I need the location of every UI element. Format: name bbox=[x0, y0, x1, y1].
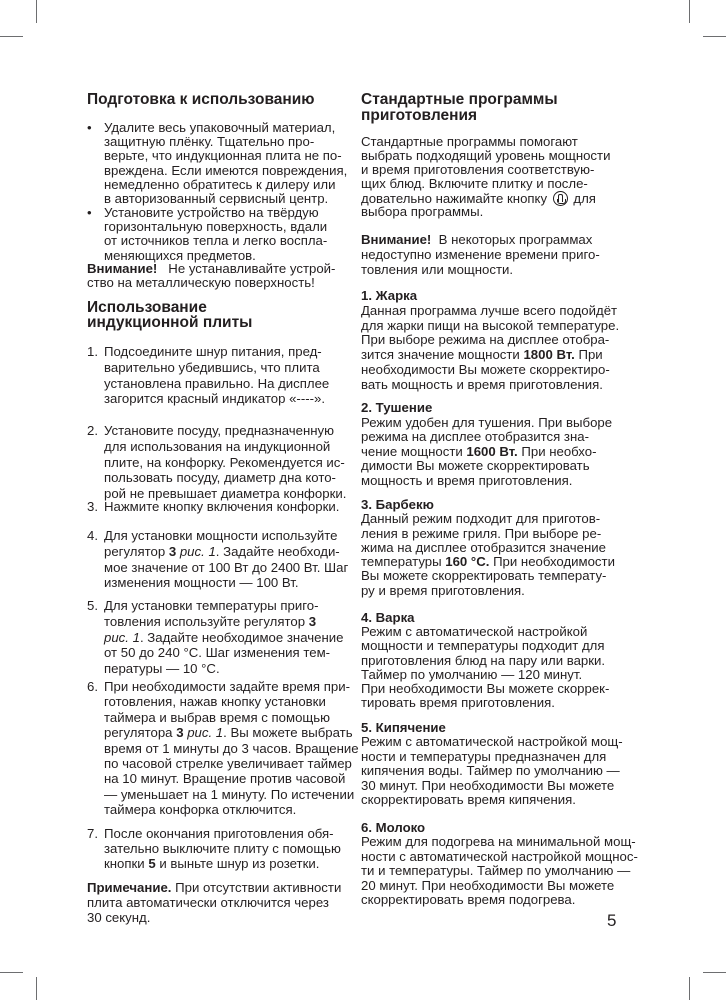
text-line: Подготовка к использованию bbox=[87, 91, 315, 108]
text-line bbox=[104, 725, 359, 740]
section-heading-programs bbox=[361, 92, 558, 124]
text-line: Стандартные программы помогают bbox=[361, 134, 578, 149]
list-marker: • bbox=[87, 120, 92, 135]
text-line: приготовления блюд на пару или варки. bbox=[361, 652, 606, 668]
text-line: Данная программа лучше всего подойдёт bbox=[361, 302, 618, 318]
bold-text: 3 bbox=[176, 725, 184, 741]
text-line: вреждена. Если имеются повреждения, bbox=[104, 162, 348, 178]
text-line: кипячения воды. Таймер по умолчанию — bbox=[361, 763, 620, 779]
crop-mark bbox=[0, 972, 23, 973]
section-heading-usage bbox=[87, 300, 252, 330]
crop-mark bbox=[703, 972, 726, 973]
numbered-step bbox=[87, 499, 340, 515]
text-line: 30 минут. При необходимости Вы можете bbox=[361, 777, 615, 793]
text-span: довательно нажимайте кнопку bbox=[361, 191, 551, 206]
italic-text: рис. 1 bbox=[176, 543, 216, 559]
bold-text: 1600 Вт. bbox=[466, 443, 518, 459]
text-line: 20 минут. При необходимости Вы можете bbox=[361, 877, 615, 893]
bold-text: 5. Кипячение bbox=[361, 720, 446, 735]
text-span: Не устанавливайте устрой- bbox=[157, 261, 336, 276]
text-line: скорректировать время кипячения. bbox=[361, 791, 576, 807]
list-marker: 2. bbox=[87, 423, 98, 438]
bold-text: 6. Молоко bbox=[361, 820, 426, 835]
text-line: Для установки мощности используйте bbox=[104, 528, 338, 543]
crop-mark bbox=[36, 0, 37, 23]
text-span: зится значение мощности bbox=[361, 347, 524, 363]
text-line: товления или мощности. bbox=[361, 262, 514, 277]
text-span: и выньте шнур из розетки. bbox=[155, 856, 320, 872]
numbered-step bbox=[87, 679, 359, 818]
text-line: приготовления bbox=[361, 107, 478, 124]
text-line bbox=[361, 348, 619, 363]
italic-text: рис. 1 bbox=[183, 725, 224, 741]
program-boiling bbox=[361, 611, 609, 710]
crop-mark bbox=[703, 36, 726, 37]
text-line bbox=[361, 289, 619, 304]
bold-text: 160 °С. bbox=[445, 554, 490, 570]
text-line: ти и температуры. Таймер по умолчанию — bbox=[361, 863, 631, 879]
list-marker: 6. bbox=[87, 679, 98, 694]
text-line bbox=[361, 555, 615, 569]
text-line: от источников тепла и легко воспла- bbox=[104, 233, 328, 249]
text-line: готовления, нажав кнопку установки bbox=[104, 694, 326, 710]
text-line: верьте, что индукционная плита не по- bbox=[104, 148, 342, 164]
italic-text: рис. 1 bbox=[104, 629, 140, 645]
text-line: время от 1 минуты до 3 часов. Вращение bbox=[104, 740, 359, 756]
text-line: загорится красный индикатор «----». bbox=[104, 391, 325, 407]
program-barbecue bbox=[361, 498, 615, 598]
text-line: выбрать подходящий уровень мощности bbox=[361, 148, 611, 163]
text-line: ления в режиме гриля. При выборе ре- bbox=[361, 525, 602, 541]
list-marker: • bbox=[87, 205, 92, 220]
text-line: для жарки пищи на высокой температуре. bbox=[361, 317, 620, 333]
text-line: димости Вы можете скорректировать bbox=[361, 458, 590, 473]
text-line: Режим с автоматической настройкой bbox=[361, 624, 588, 640]
text-line: для использования на индукционной bbox=[104, 438, 331, 454]
intro-paragraph bbox=[361, 135, 610, 219]
text-span: При необхо- bbox=[517, 443, 597, 459]
text-line: таймера и выбрав время с помощью bbox=[104, 709, 331, 725]
numbered-step bbox=[87, 598, 344, 677]
text-span: В некоторых программах bbox=[431, 232, 593, 247]
bold-text: Примечание. bbox=[87, 880, 172, 895]
text-line bbox=[361, 611, 609, 625]
text-span: При необходимости bbox=[489, 554, 615, 570]
page-number: 5 bbox=[607, 911, 617, 930]
numbered-step bbox=[87, 344, 330, 407]
text-span: . Вы можете выбрать bbox=[223, 725, 353, 741]
bold-text: Внимание! bbox=[87, 261, 158, 276]
crop-mark bbox=[689, 977, 690, 1000]
text-line: меняющихся предметов. bbox=[104, 247, 256, 263]
text-line bbox=[361, 232, 600, 247]
text-line: Стандартные программы bbox=[361, 91, 558, 108]
text-line: ру и время приготовления. bbox=[361, 582, 525, 598]
crop-mark bbox=[36, 977, 37, 1000]
text-line: вать мощность и время приготовления. bbox=[361, 376, 603, 392]
text-line: Использование bbox=[87, 299, 207, 316]
numbered-step bbox=[87, 826, 341, 872]
text-line: необходимости Вы можете скорректиро- bbox=[361, 361, 610, 377]
text-line: При выборе режима на дисплее отобра- bbox=[361, 332, 610, 348]
text-line: Вы можете скорректировать температу- bbox=[361, 568, 607, 584]
text-line: Таймер по умолчанию — 120 минут. bbox=[361, 666, 583, 682]
text-span: товления используйте регулятор bbox=[104, 613, 309, 629]
bold-text: 3 bbox=[308, 613, 317, 629]
text-line: ности и температуры предназначен для bbox=[361, 748, 607, 764]
text-span: При отсутствии активности bbox=[171, 880, 342, 895]
bold-text: 1. Жарка bbox=[361, 288, 418, 303]
text-line: плите, на конфорку. Рекомендуется ис- bbox=[104, 454, 345, 470]
warning-paragraph bbox=[87, 262, 335, 290]
bullet-item bbox=[87, 205, 328, 263]
text-line: изменения мощности — 100 Вт. bbox=[104, 575, 299, 591]
text-line: мощности и температуры подходит для bbox=[361, 638, 605, 654]
bold-text: Внимание! bbox=[361, 232, 432, 247]
text-span: температуры bbox=[361, 554, 446, 570]
text-line: таймера конфорка отключится. bbox=[104, 802, 297, 818]
text-line: мое значение от 100 Вт до 2400 Вт. Шаг bbox=[104, 559, 349, 575]
text-line: в авторизованный сервисный центр. bbox=[104, 190, 329, 206]
numbered-step bbox=[87, 528, 349, 591]
text-line: Режим удобен для тушения. При выборе bbox=[361, 414, 613, 430]
bold-text: 3 bbox=[168, 543, 177, 559]
text-line: индукционной плиты bbox=[87, 314, 253, 331]
text-line: на 10 минут. Вращение против часовой bbox=[104, 771, 346, 787]
text-line: установлена правильно. На дисплее bbox=[104, 375, 330, 391]
text-line: скорректировать время подогрева. bbox=[361, 891, 576, 907]
text-line bbox=[104, 856, 341, 871]
text-line: пературы — 10 °С. bbox=[104, 661, 220, 677]
text-line bbox=[87, 262, 335, 276]
section-heading-preparation bbox=[87, 92, 315, 108]
crop-mark bbox=[689, 0, 690, 23]
text-line: 30 секунд. bbox=[87, 910, 151, 926]
text-line: После окончания приготовления обя- bbox=[104, 826, 334, 841]
list-marker: 3. bbox=[87, 499, 98, 514]
text-line: жима на дисплее отобразится значение bbox=[361, 539, 606, 555]
text-line: Режим для подогрева на минимальной мощ- bbox=[361, 834, 636, 850]
text-line: от 50 до 240 °С. Шаг изменения тем- bbox=[104, 645, 331, 661]
text-line: Установите устройство на твёрдую bbox=[104, 205, 319, 220]
warning-paragraph bbox=[361, 232, 600, 277]
text-line: Нажмите кнопку включения конфорки. bbox=[104, 499, 340, 514]
text-line: по часовой стрелке увеличивает таймер bbox=[104, 755, 352, 771]
text-line: Для установки температуры приго- bbox=[104, 598, 319, 613]
text-line bbox=[361, 191, 610, 205]
text-line: выбора программы. bbox=[361, 204, 484, 219]
text-line: Установите посуду, предназначенную bbox=[104, 423, 335, 438]
text-line: плита автоматически отключится через bbox=[87, 895, 329, 911]
text-line: недоступно изменение времени приго- bbox=[361, 247, 600, 262]
bold-text: 4. Варка bbox=[361, 610, 415, 625]
text-span: кнопки bbox=[104, 856, 149, 872]
hand-button-icon bbox=[553, 191, 568, 206]
text-span: . Задайте необходимое значение bbox=[139, 629, 344, 645]
list-marker: 1. bbox=[87, 344, 98, 359]
text-line: ности с автоматической настройкой мощнос- bbox=[361, 848, 638, 864]
text-line bbox=[361, 401, 612, 416]
text-span: регулятора bbox=[104, 725, 177, 741]
text-line: ство на металлическую поверхность! bbox=[87, 275, 315, 291]
text-line bbox=[361, 498, 615, 512]
text-line bbox=[104, 544, 348, 560]
bold-text: 2. Тушение bbox=[361, 400, 433, 415]
text-span: При bbox=[574, 347, 603, 363]
text-line: режима на дисплее отобразится зна- bbox=[361, 429, 589, 444]
text-line: варительно убедившись, что плита bbox=[104, 359, 320, 375]
text-line bbox=[361, 721, 623, 735]
text-line bbox=[87, 880, 341, 895]
text-line: зательно выключите плиту с помощью bbox=[104, 841, 341, 857]
text-line: немедленно обратитесь к дилеру или bbox=[104, 176, 336, 192]
numbered-step bbox=[87, 423, 347, 502]
program-frying bbox=[361, 289, 619, 393]
text-span: . Задайте необходи- bbox=[215, 543, 340, 559]
list-marker: 5. bbox=[87, 598, 98, 613]
text-line bbox=[361, 821, 638, 835]
bold-text: 3. Барбекю bbox=[361, 497, 434, 512]
text-line: — уменьшает на 1 минуту. По истечении bbox=[104, 786, 355, 802]
bold-text: 5 bbox=[148, 856, 156, 872]
note-paragraph bbox=[87, 880, 341, 926]
text-line: Подсоедините шнур питания, пред- bbox=[104, 344, 322, 359]
list-marker: 7. bbox=[87, 826, 98, 841]
list-marker: 4. bbox=[87, 528, 98, 543]
crop-mark bbox=[0, 36, 23, 37]
text-line: Удалите весь упаковочный материал, bbox=[104, 120, 336, 135]
text-line: При необходимости задайте время при- bbox=[104, 679, 350, 694]
text-span: для bbox=[569, 191, 596, 206]
text-span: регулятор bbox=[104, 543, 169, 559]
program-water-boil bbox=[361, 721, 623, 807]
program-stewing bbox=[361, 401, 612, 488]
text-line: пользовать посуду, диаметр дна кото- bbox=[104, 470, 336, 486]
text-line: мощность и время приготовления. bbox=[361, 472, 573, 488]
bold-text: 1800 Вт. bbox=[523, 347, 575, 363]
text-line: горизонтальную поверхность, вдали bbox=[104, 219, 328, 235]
text-line bbox=[104, 614, 343, 630]
text-line: и время приготовления соответствую- bbox=[361, 162, 595, 177]
text-line: щих блюд. Включите плитку и после- bbox=[361, 176, 588, 191]
program-milk bbox=[361, 821, 638, 907]
text-line: тировать время приготовления. bbox=[361, 695, 555, 711]
text-line bbox=[104, 630, 343, 646]
text-line: Режим с автоматической настройкой мощ- bbox=[361, 734, 623, 750]
bullet-item bbox=[87, 120, 348, 206]
text-line: Данный режим подходит для приготов- bbox=[361, 511, 601, 527]
text-line: При необходимости Вы можете скоррек- bbox=[361, 680, 610, 696]
text-line: рой не превышает диаметра конфорки. bbox=[104, 486, 347, 502]
text-span: чение мощности bbox=[361, 443, 467, 459]
text-line bbox=[361, 445, 612, 460]
text-line: защитную плёнку. Тщательно про- bbox=[104, 134, 315, 150]
